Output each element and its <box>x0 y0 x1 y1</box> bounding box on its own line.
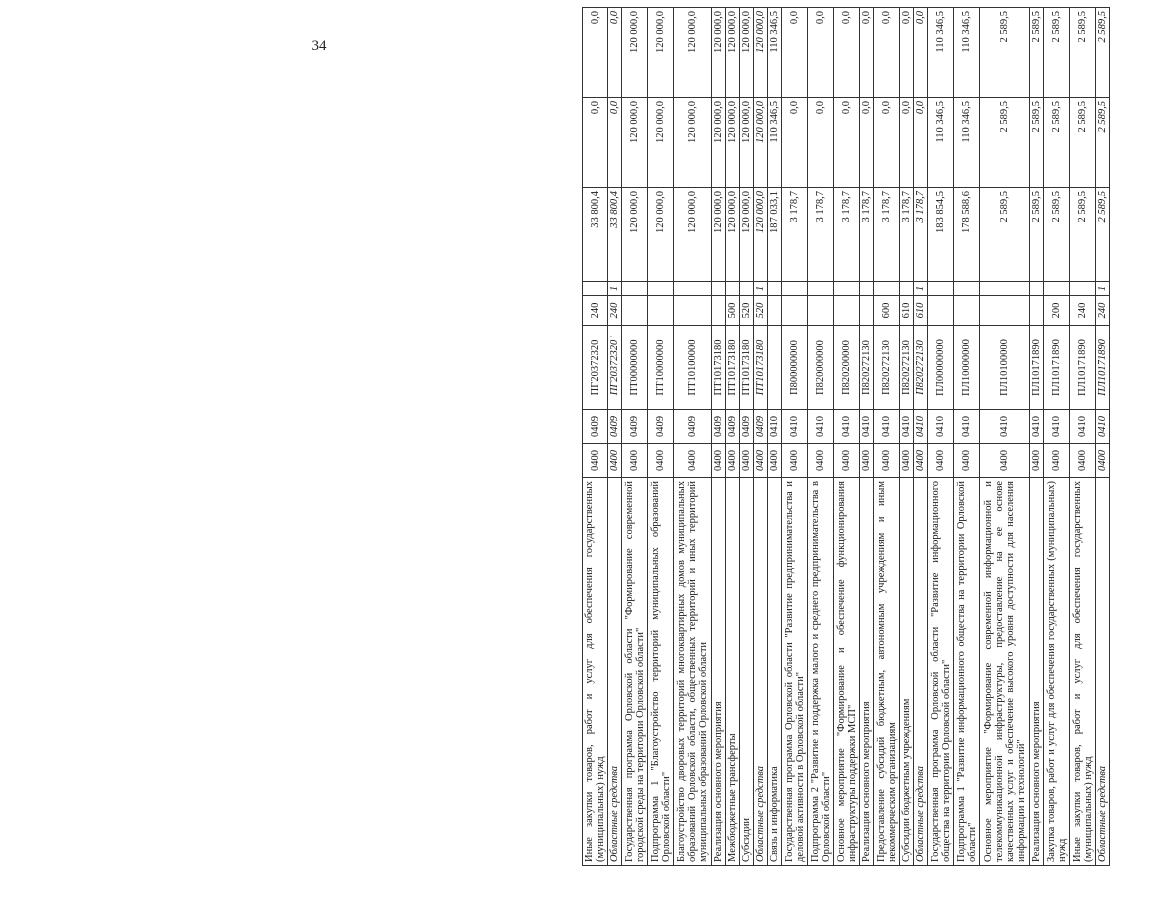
row-value-3-cell: 0,0 <box>834 8 860 98</box>
row-name-cell: Государственная программа Орловской области "Формирование современной городской среды на территории Орловской области" <box>622 478 648 866</box>
row-ved-code-cell: 0400 <box>928 444 954 478</box>
row-value-3-cell: 2 589,5 <box>1070 8 1096 98</box>
row-value-2-cell: 110 346,5 <box>768 98 782 188</box>
row-value-3-cell: 0,0 <box>608 8 622 98</box>
row-value-3-cell: 2 589,5 <box>1030 8 1044 98</box>
table-row <box>583 8 608 866</box>
row-value-2-cell: 120 000,0 <box>754 98 768 188</box>
row-ved-code-cell: 0400 <box>954 444 980 478</box>
row-ved-code-cell: 0400 <box>740 444 754 478</box>
table-row <box>782 8 808 866</box>
table-row <box>726 8 740 866</box>
row-target-article-cell: П820272130 <box>914 326 928 410</box>
budget-table <box>582 7 1110 866</box>
row-name-cell: Государственная программа Орловской области "Развитие предпринимательства и деловой активности в Орловской области" <box>782 478 808 866</box>
row-value-1-cell: 3 178,7 <box>860 188 874 282</box>
row-value-2-cell: 0,0 <box>900 98 914 188</box>
row-target-article-cell: ПТ10173180 <box>726 326 740 410</box>
row-value-1-cell: 3 178,7 <box>914 188 928 282</box>
row-value-1-cell: 2 589,5 <box>1096 188 1110 282</box>
table-row <box>674 8 712 866</box>
row-value-1-cell: 178 588,6 <box>954 188 980 282</box>
row-target-article-cell: ПТ10000000 <box>648 326 674 410</box>
row-value-2-cell: 0,0 <box>834 98 860 188</box>
table-row <box>860 8 874 866</box>
row-section-code-cell: 0409 <box>740 410 754 444</box>
row-value-1-cell: 2 589,5 <box>980 188 1030 282</box>
row-target-article-cell: ПЛ00000000 <box>928 326 954 410</box>
row-target-article-cell: ПТ10173180 <box>740 326 754 410</box>
row-section-code-cell: 0410 <box>1044 410 1070 444</box>
row-source-code-cell <box>874 282 900 296</box>
row-target-article-cell: П820272130 <box>900 326 914 410</box>
row-ved-code-cell: 0400 <box>834 444 860 478</box>
row-expense-type-cell: 240 <box>1070 296 1096 326</box>
row-target-article-cell: ПГ20372320 <box>583 326 608 410</box>
row-source-code-cell: 1 <box>1096 282 1110 296</box>
row-value-2-cell: 0,0 <box>860 98 874 188</box>
row-expense-type-cell <box>808 296 834 326</box>
table-row <box>928 8 954 866</box>
row-value-3-cell: 120 000,0 <box>674 8 712 98</box>
row-target-article-cell: П820000000 <box>808 326 834 410</box>
row-value-3-cell: 120 000,0 <box>648 8 674 98</box>
row-source-code-cell <box>834 282 860 296</box>
row-name-cell: Реализация основного мероприятия <box>712 478 726 866</box>
row-name-cell: Подпрограмма 2 "Развитие и поддержка малого и среднего предпринимательства в Орловской области" <box>808 478 834 866</box>
row-value-1-cell: 120 000,0 <box>622 188 648 282</box>
table-row <box>1030 8 1044 866</box>
row-section-code-cell: 0410 <box>1030 410 1044 444</box>
row-source-code-cell <box>648 282 674 296</box>
row-target-article-cell: ПЛ10000000 <box>954 326 980 410</box>
row-target-article-cell: П800000000 <box>782 326 808 410</box>
row-ved-code-cell: 0400 <box>768 444 782 478</box>
row-value-3-cell: 120 000,0 <box>754 8 768 98</box>
row-section-code-cell: 0409 <box>754 410 768 444</box>
row-name-cell: Реализация основного мероприятия <box>860 478 874 866</box>
row-source-code-cell <box>622 282 648 296</box>
row-expense-type-cell <box>928 296 954 326</box>
row-expense-type-cell: 240 <box>583 296 608 326</box>
row-section-code-cell: 0409 <box>674 410 712 444</box>
row-ved-code-cell: 0400 <box>914 444 928 478</box>
row-value-1-cell: 183 854,5 <box>928 188 954 282</box>
row-value-2-cell: 2 589,5 <box>1070 98 1096 188</box>
row-section-code-cell: 0410 <box>1070 410 1096 444</box>
row-expense-type-cell: 200 <box>1044 296 1070 326</box>
row-section-code-cell: 0410 <box>900 410 914 444</box>
row-expense-type-cell <box>1030 296 1044 326</box>
row-source-code-cell: 1 <box>754 282 768 296</box>
row-value-2-cell: 110 346,5 <box>928 98 954 188</box>
row-value-2-cell: 2 589,5 <box>1030 98 1044 188</box>
table-row <box>740 8 754 866</box>
table-row <box>754 8 768 866</box>
row-expense-type-cell <box>860 296 874 326</box>
row-expense-type-cell <box>834 296 860 326</box>
row-value-3-cell: 0,0 <box>808 8 834 98</box>
row-section-code-cell: 0409 <box>712 410 726 444</box>
row-name-cell: Подпрограмма 1 "Развитие информационного общества на территории Орловской области" <box>954 478 980 866</box>
row-value-2-cell: 0,0 <box>608 98 622 188</box>
row-source-code-cell <box>900 282 914 296</box>
row-source-code-cell <box>740 282 754 296</box>
row-name-cell: Областные средства <box>754 478 768 866</box>
table-row <box>712 8 726 866</box>
row-source-code-cell: 1 <box>914 282 928 296</box>
row-expense-type-cell <box>782 296 808 326</box>
row-ved-code-cell: 0400 <box>1030 444 1044 478</box>
row-expense-type-cell: 600 <box>874 296 900 326</box>
row-expense-type-cell: 610 <box>900 296 914 326</box>
row-value-1-cell: 3 178,7 <box>874 188 900 282</box>
row-name-cell: Предоставление субсидий бюджетным, автономным учреждениям и иным некоммерческим организациям <box>874 478 900 866</box>
row-value-3-cell: 2 589,5 <box>980 8 1030 98</box>
row-value-2-cell: 120 000,0 <box>622 98 648 188</box>
row-name-cell: Областные средства <box>914 478 928 866</box>
row-value-1-cell: 2 589,5 <box>1030 188 1044 282</box>
row-ved-code-cell: 0400 <box>874 444 900 478</box>
row-source-code-cell <box>1030 282 1044 296</box>
row-value-2-cell: 0,0 <box>808 98 834 188</box>
row-value-2-cell: 2 589,5 <box>1096 98 1110 188</box>
row-source-code-cell <box>583 282 608 296</box>
row-expense-type-cell: 240 <box>608 296 622 326</box>
table-row <box>808 8 834 866</box>
row-target-article-cell: ПЛ10100000 <box>980 326 1030 410</box>
row-section-code-cell: 0410 <box>874 410 900 444</box>
row-section-code-cell: 0409 <box>583 410 608 444</box>
row-ved-code-cell: 0400 <box>980 444 1030 478</box>
row-target-article-cell: ПГ20372320 <box>608 326 622 410</box>
row-name-cell: Государственная программа Орловской области "Развитие информационного общества на территории Орловской области" <box>928 478 954 866</box>
rotated-table-container <box>582 8 1164 866</box>
row-expense-type-cell <box>674 296 712 326</box>
row-value-3-cell: 0,0 <box>782 8 808 98</box>
row-section-code-cell: 0410 <box>1096 410 1110 444</box>
row-section-code-cell: 0410 <box>834 410 860 444</box>
row-target-article-cell: ПТ10100000 <box>674 326 712 410</box>
row-value-1-cell: 187 033,1 <box>768 188 782 282</box>
row-value-1-cell: 3 178,7 <box>900 188 914 282</box>
row-value-2-cell: 2 589,5 <box>980 98 1030 188</box>
row-value-3-cell: 120 000,0 <box>712 8 726 98</box>
row-value-1-cell: 3 178,7 <box>808 188 834 282</box>
row-value-1-cell: 120 000,0 <box>726 188 740 282</box>
row-target-article-cell: ПЛ10171890 <box>1044 326 1070 410</box>
table-row <box>1096 8 1110 866</box>
row-expense-type-cell: 500 <box>726 296 740 326</box>
row-value-3-cell: 2 589,5 <box>1044 8 1070 98</box>
row-value-1-cell: 120 000,0 <box>754 188 768 282</box>
row-name-cell: Подпрограмма 1 "Благоустройство территорий муниципальных образований Орловской области" <box>648 478 674 866</box>
row-name-cell: Связь и информатика <box>768 478 782 866</box>
row-value-3-cell: 120 000,0 <box>726 8 740 98</box>
row-target-article-cell: ПЛ10171890 <box>1070 326 1096 410</box>
row-value-2-cell: 0,0 <box>583 98 608 188</box>
table-row <box>648 8 674 866</box>
row-section-code-cell: 0410 <box>768 410 782 444</box>
row-source-code-cell <box>954 282 980 296</box>
row-section-code-cell: 0410 <box>808 410 834 444</box>
row-name-cell: Иные закупки товаров, работ и услуг для обеспечения государственных (муниципальных) нужд <box>1070 478 1096 866</box>
row-value-1-cell: 120 000,0 <box>712 188 726 282</box>
row-value-1-cell: 120 000,0 <box>674 188 712 282</box>
row-name-cell: Иные закупки товаров, работ и услуг для обеспечения государственных (муниципальных) нужд <box>583 478 608 866</box>
row-source-code-cell <box>860 282 874 296</box>
row-value-1-cell: 120 000,0 <box>648 188 674 282</box>
row-ved-code-cell: 0400 <box>1096 444 1110 478</box>
row-expense-type-cell: 610 <box>914 296 928 326</box>
row-ved-code-cell: 0400 <box>726 444 740 478</box>
row-name-cell: Закупка товаров, работ и услуг для обеспечения государственных (муниципальных) нужд <box>1044 478 1070 866</box>
row-target-article-cell: П820200000 <box>834 326 860 410</box>
table-row <box>1044 8 1070 866</box>
row-value-3-cell: 120 000,0 <box>622 8 648 98</box>
row-ved-code-cell: 0400 <box>608 444 622 478</box>
row-expense-type-cell: 240 <box>1096 296 1110 326</box>
row-source-code-cell <box>808 282 834 296</box>
table-row <box>900 8 914 866</box>
row-value-1-cell: 33 800,4 <box>608 188 622 282</box>
table-row <box>914 8 928 866</box>
row-source-code-cell <box>1070 282 1096 296</box>
table-row <box>768 8 782 866</box>
row-value-2-cell: 120 000,0 <box>740 98 754 188</box>
row-target-article-cell: ПТ10173180 <box>754 326 768 410</box>
row-value-2-cell: 120 000,0 <box>726 98 740 188</box>
row-value-2-cell: 120 000,0 <box>712 98 726 188</box>
row-ved-code-cell: 0400 <box>782 444 808 478</box>
table-row <box>954 8 980 866</box>
row-target-article-cell: П820272130 <box>874 326 900 410</box>
row-name-cell: Субсидии бюджетным учреждениям <box>900 478 914 866</box>
row-section-code-cell: 0409 <box>726 410 740 444</box>
row-target-article-cell: ПЛ10171890 <box>1096 326 1110 410</box>
row-section-code-cell: 0410 <box>954 410 980 444</box>
row-name-cell: Благоустройство дворовых территорий многоквартирных домов муниципальных образований Орловской области, общественных территорий и иных территорий муниципальных образований Орловской области <box>674 478 712 866</box>
row-value-2-cell: 0,0 <box>782 98 808 188</box>
page-number: 34 <box>311 38 327 54</box>
row-expense-type-cell: 520 <box>740 296 754 326</box>
row-section-code-cell: 0410 <box>928 410 954 444</box>
row-source-code-cell <box>928 282 954 296</box>
row-ved-code-cell: 0400 <box>1070 444 1096 478</box>
row-source-code-cell <box>980 282 1030 296</box>
row-value-3-cell: 110 346,5 <box>768 8 782 98</box>
row-expense-type-cell <box>954 296 980 326</box>
row-target-article-cell: ПТ10173180 <box>712 326 726 410</box>
row-value-3-cell: 2 589,5 <box>1096 8 1110 98</box>
row-section-code-cell: 0410 <box>860 410 874 444</box>
row-ved-code-cell: 0400 <box>583 444 608 478</box>
row-expense-type-cell <box>768 296 782 326</box>
table-row <box>608 8 622 866</box>
row-section-code-cell: 0409 <box>608 410 622 444</box>
row-ved-code-cell: 0400 <box>860 444 874 478</box>
row-value-2-cell: 2 589,5 <box>1044 98 1070 188</box>
row-section-code-cell: 0410 <box>914 410 928 444</box>
row-value-1-cell: 33 800,4 <box>583 188 608 282</box>
row-expense-type-cell <box>712 296 726 326</box>
row-name-cell: Реализация основного мероприятия <box>1030 478 1044 866</box>
row-value-3-cell: 0,0 <box>874 8 900 98</box>
row-ved-code-cell: 0400 <box>712 444 726 478</box>
row-name-cell: Субсидии <box>740 478 754 866</box>
row-source-code-cell <box>1044 282 1070 296</box>
row-section-code-cell: 0409 <box>648 410 674 444</box>
row-section-code-cell: 0410 <box>782 410 808 444</box>
row-name-cell: Основное мероприятие "Формирование современной информационной и телекоммуникационной инфраструктуры, предоставление на ее основе качественных услуг и обеспечение высокого уровня доступности для населения информации и технологий" <box>980 478 1030 866</box>
row-value-3-cell: 110 346,5 <box>928 8 954 98</box>
row-ved-code-cell: 0400 <box>674 444 712 478</box>
row-source-code-cell <box>712 282 726 296</box>
row-value-2-cell: 0,0 <box>874 98 900 188</box>
row-source-code-cell <box>726 282 740 296</box>
row-section-code-cell: 0409 <box>622 410 648 444</box>
row-value-2-cell: 120 000,0 <box>648 98 674 188</box>
row-value-2-cell: 110 346,5 <box>954 98 980 188</box>
row-value-1-cell: 3 178,7 <box>782 188 808 282</box>
row-ved-code-cell: 0400 <box>754 444 768 478</box>
row-source-code-cell <box>674 282 712 296</box>
row-value-3-cell: 120 000,0 <box>740 8 754 98</box>
row-value-3-cell: 110 346,5 <box>954 8 980 98</box>
row-value-3-cell: 0,0 <box>914 8 928 98</box>
row-ved-code-cell: 0400 <box>808 444 834 478</box>
row-expense-type-cell <box>622 296 648 326</box>
row-value-3-cell: 0,0 <box>583 8 608 98</box>
row-ved-code-cell: 0400 <box>622 444 648 478</box>
row-expense-type-cell <box>980 296 1030 326</box>
row-value-2-cell: 120 000,0 <box>674 98 712 188</box>
table-row <box>980 8 1030 866</box>
row-source-code-cell: 1 <box>608 282 622 296</box>
row-target-article-cell: ПТ00000000 <box>622 326 648 410</box>
row-source-code-cell <box>782 282 808 296</box>
row-expense-type-cell: 520 <box>754 296 768 326</box>
row-value-3-cell: 0,0 <box>900 8 914 98</box>
row-ved-code-cell: 0400 <box>1044 444 1070 478</box>
row-name-cell: Межбюджетные трансферты <box>726 478 740 866</box>
row-source-code-cell <box>768 282 782 296</box>
row-target-article-cell <box>768 326 782 410</box>
row-target-article-cell: П820272130 <box>860 326 874 410</box>
row-ved-code-cell: 0400 <box>900 444 914 478</box>
row-value-3-cell: 0,0 <box>860 8 874 98</box>
row-name-cell: Основное мероприятие "Формирование и обеспечение функционирования инфраструктуры поддержки МСП" <box>834 478 860 866</box>
row-value-2-cell: 0,0 <box>914 98 928 188</box>
table-row <box>1070 8 1096 866</box>
row-name-cell: Областные средства <box>608 478 622 866</box>
table-row <box>874 8 900 866</box>
row-value-1-cell: 2 589,5 <box>1070 188 1096 282</box>
row-target-article-cell: ПЛ10171890 <box>1030 326 1044 410</box>
table-row <box>834 8 860 866</box>
scan-speck: . <box>610 330 612 339</box>
row-section-code-cell: 0410 <box>980 410 1030 444</box>
row-expense-type-cell <box>648 296 674 326</box>
row-ved-code-cell: 0400 <box>648 444 674 478</box>
row-value-1-cell: 3 178,7 <box>834 188 860 282</box>
row-value-1-cell: 2 589,5 <box>1044 188 1070 282</box>
row-value-1-cell: 120 000,0 <box>740 188 754 282</box>
table-row <box>622 8 648 866</box>
row-name-cell: Областные средства <box>1096 478 1110 866</box>
